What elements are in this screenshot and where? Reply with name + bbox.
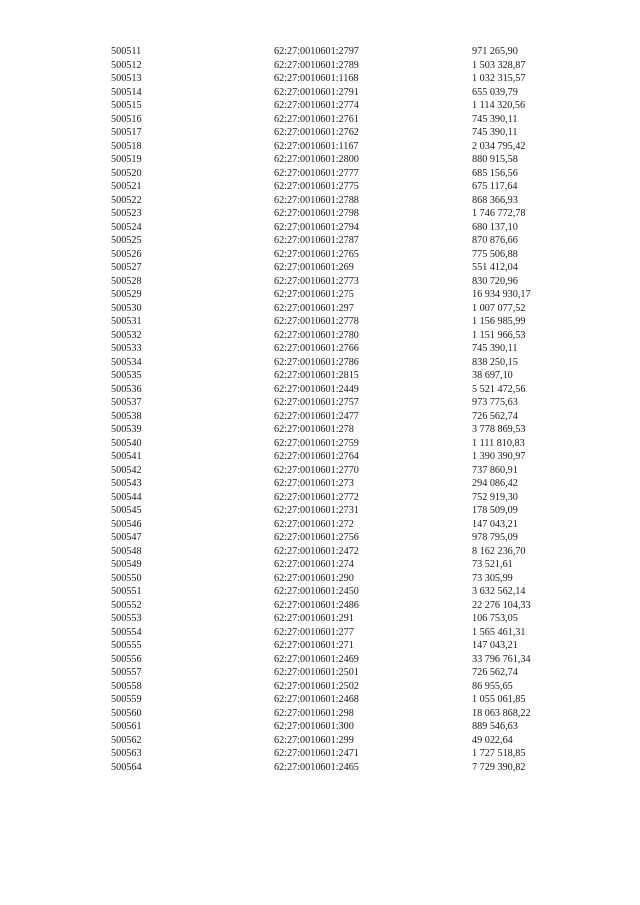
- row-number: 500534: [111, 356, 142, 368]
- cadastral-value: 868 366,93: [472, 194, 518, 206]
- row-number: 500516: [111, 113, 142, 125]
- row-number: 500536: [111, 383, 142, 395]
- cadastral-number: 62:27:0010601:2501: [274, 667, 359, 678]
- cadastral-number: 62:27:0010601:2778: [274, 316, 359, 327]
- row-number: 500511: [111, 46, 142, 57]
- cadastral-number: 62:27:0010601:2786: [274, 356, 359, 368]
- table-row: [0, 261, 640, 275]
- table-row: [0, 477, 640, 491]
- table-row: [0, 140, 640, 154]
- row-number: 500528: [111, 275, 142, 287]
- cadastral-value: 1 503 328,87: [472, 59, 526, 71]
- table-row: [0, 653, 640, 667]
- cadastral-number: 62:27:0010601:273: [274, 478, 354, 489]
- cadastral-number: 62:27:0010601:2764: [274, 451, 359, 462]
- cadastral-value: 1 390 390,97: [472, 451, 526, 462]
- table-row: [0, 315, 640, 329]
- row-number: 500531: [111, 316, 142, 327]
- table-row: [0, 612, 640, 626]
- table-row: [0, 396, 640, 410]
- row-number: 500537: [111, 397, 142, 408]
- cadastral-value: 147 043,21: [472, 640, 518, 651]
- cadastral-value: 178 509,09: [472, 505, 518, 516]
- row-number: 500517: [111, 127, 142, 138]
- table-row: [0, 680, 640, 694]
- table-row: [0, 491, 640, 505]
- row-number: 500525: [111, 235, 142, 246]
- cadastral-value: 3 778 869,53: [472, 424, 526, 435]
- cadastral-value: 1 151 966,53: [472, 329, 526, 341]
- table-row: [0, 599, 640, 613]
- row-number: 500535: [111, 370, 142, 381]
- cadastral-number: 62:27:0010601:2794: [274, 221, 359, 233]
- table-row: [0, 437, 640, 451]
- row-number: 500523: [111, 208, 142, 219]
- cadastral-number: 62:27:0010601:299: [274, 734, 354, 746]
- cadastral-value: 16 934 930,17: [472, 289, 531, 300]
- table-row: [0, 126, 640, 140]
- table-row: [0, 99, 640, 113]
- cadastral-value: 1 565 461,31: [472, 626, 526, 638]
- cadastral-number: 62:27:0010601:2772: [274, 491, 359, 503]
- cadastral-number: 62:27:0010601:2770: [274, 464, 359, 476]
- cadastral-number: 62:27:0010601:291: [274, 613, 354, 624]
- table-row: [0, 194, 640, 208]
- cadastral-value: 1 111 810,83: [472, 437, 525, 449]
- cadastral-value: 33 796 761,34: [472, 653, 531, 665]
- row-number: 500547: [111, 532, 142, 543]
- cadastral-number: 62:27:0010601:278: [274, 424, 354, 435]
- cadastral-value: 870 876,66: [472, 235, 518, 246]
- cadastral-value: 1 114 320,56: [472, 100, 526, 111]
- cadastral-number: 62:27:0010601:2780: [274, 329, 359, 341]
- cadastral-number: 62:27:0010601:298: [274, 707, 354, 719]
- row-number: 500539: [111, 424, 142, 435]
- cadastral-number: 62:27:0010601:271: [274, 640, 354, 651]
- cadastral-number: 62:27:0010601:2773: [274, 275, 359, 287]
- cadastral-value: 1 156 985,99: [472, 316, 526, 327]
- cadastral-value: 889 546,63: [472, 721, 518, 732]
- cadastral-value: 737 860,91: [472, 464, 518, 476]
- cadastral-number: 62:27:0010601:2450: [274, 586, 359, 597]
- table-row: [0, 248, 640, 262]
- cadastral-value: 2 034 795,42: [472, 140, 526, 152]
- cadastral-number: 62:27:0010601:2789: [274, 59, 359, 71]
- table-row: [0, 734, 640, 748]
- table-row: [0, 86, 640, 100]
- row-number: 500546: [111, 518, 142, 530]
- row-number: 500529: [111, 289, 142, 300]
- cadastral-number: 62:27:0010601:274: [274, 559, 354, 570]
- row-number: 500557: [111, 667, 142, 678]
- table-row: [0, 221, 640, 235]
- cadastral-number: 62:27:0010601:2788: [274, 194, 359, 206]
- row-number: 500556: [111, 653, 142, 665]
- cadastral-value: 1 055 061,85: [472, 694, 526, 705]
- table-row: [0, 761, 640, 775]
- row-number: 500553: [111, 613, 142, 624]
- row-number: 500532: [111, 329, 142, 341]
- cadastral-number: 62:27:0010601:2502: [274, 680, 359, 692]
- table-row: [0, 356, 640, 370]
- row-number: 500513: [111, 73, 142, 84]
- row-number: 500561: [111, 721, 142, 732]
- cadastral-value: 86 955,65: [472, 680, 513, 692]
- row-number: 500540: [111, 437, 142, 449]
- table-row: [0, 585, 640, 599]
- row-number: 500520: [111, 167, 142, 179]
- table-row: [0, 410, 640, 424]
- cadastral-value: 294 086,42: [472, 478, 518, 489]
- cadastral-value: 73 521,61: [472, 559, 513, 570]
- row-number: 500519: [111, 154, 142, 165]
- cadastral-number: 62:27:0010601:2787: [274, 235, 359, 246]
- cadastral-number: 62:27:0010601:290: [274, 572, 354, 584]
- row-number: 500514: [111, 86, 142, 98]
- cadastral-value: 745 390,11: [472, 343, 518, 354]
- row-number: 500555: [111, 640, 142, 651]
- cadastral-number: 62:27:0010601:2777: [274, 167, 359, 179]
- table-row: [0, 59, 640, 73]
- row-number: 500545: [111, 505, 142, 516]
- row-number: 500522: [111, 194, 142, 206]
- cadastral-number: 62:27:0010601:2774: [274, 100, 359, 111]
- table-row: [0, 288, 640, 302]
- cadastral-value: 971 265,90: [472, 46, 518, 57]
- row-number: 500552: [111, 599, 142, 611]
- cadastral-value: 106 753,05: [472, 613, 518, 624]
- row-number: 500563: [111, 748, 142, 759]
- cadastral-number: 62:27:0010601:2756: [274, 532, 359, 543]
- cadastral-number: 62:27:0010601:1168: [274, 73, 359, 84]
- cadastral-number: 62:27:0010601:2765: [274, 248, 359, 260]
- table-row: [0, 747, 640, 761]
- cadastral-number: 62:27:0010601:2800: [274, 154, 359, 165]
- row-number: 500548: [111, 545, 142, 557]
- table-row: [0, 45, 640, 59]
- cadastral-value: 5 521 472,56: [472, 383, 526, 395]
- row-number: 500550: [111, 572, 142, 584]
- table-row: [0, 329, 640, 343]
- cadastral-number: 62:27:0010601:2757: [274, 397, 359, 408]
- cadastral-number: 62:27:0010601:2815: [274, 370, 359, 381]
- row-number: 500560: [111, 707, 142, 719]
- cadastral-value: 880 915,58: [472, 154, 518, 165]
- row-number: 500549: [111, 559, 142, 570]
- table-row: [0, 558, 640, 572]
- cadastral-value: 49 022,64: [472, 734, 513, 746]
- cadastral-number: 62:27:0010601:2762: [274, 127, 359, 138]
- row-number: 500558: [111, 680, 142, 692]
- table-row: [0, 720, 640, 734]
- cadastral-value: 7 729 390,82: [472, 761, 526, 773]
- table-row: [0, 504, 640, 518]
- cadastral-number: 62:27:0010601:277: [274, 626, 354, 638]
- cadastral-number: 62:27:0010601:275: [274, 289, 354, 300]
- cadastral-value: 147 043,21: [472, 518, 518, 530]
- table-row: [0, 369, 640, 383]
- row-number: 500543: [111, 478, 142, 489]
- cadastral-number: 62:27:0010601:2761: [274, 113, 359, 125]
- cadastral-value: 18 063 868,22: [472, 707, 531, 719]
- row-number: 500559: [111, 694, 142, 705]
- table-row: [0, 464, 640, 478]
- table-row: [0, 275, 640, 289]
- row-number: 500542: [111, 464, 142, 476]
- table-row: [0, 180, 640, 194]
- row-number: 500562: [111, 734, 142, 746]
- cadastral-value: 1 032 315,57: [472, 73, 526, 84]
- table-row: [0, 423, 640, 437]
- cadastral-number: 62:27:0010601:269: [274, 262, 354, 273]
- cadastral-value: 838 250,15: [472, 356, 518, 368]
- cadastral-number: 62:27:0010601:2759: [274, 437, 359, 449]
- row-number: 500533: [111, 343, 142, 354]
- cadastral-value: 775 506,88: [472, 248, 518, 260]
- cadastral-number: 62:27:0010601:2469: [274, 653, 359, 665]
- cadastral-number: 62:27:0010601:2797: [274, 46, 359, 57]
- cadastral-number: 62:27:0010601:300: [274, 721, 354, 732]
- row-number: 500538: [111, 410, 142, 422]
- table-row: [0, 707, 640, 721]
- table-row: [0, 693, 640, 707]
- row-number: 500530: [111, 302, 142, 314]
- row-number: 500515: [111, 100, 142, 111]
- cadastral-number: 62:27:0010601:2472: [274, 545, 359, 557]
- row-number: 500518: [111, 140, 142, 152]
- table-row: [0, 666, 640, 680]
- cadastral-value: 726 562,74: [472, 410, 518, 422]
- table-row: [0, 234, 640, 248]
- cadastral-value: 745 390,11: [472, 127, 518, 138]
- cadastral-value: 685 156,56: [472, 167, 518, 179]
- cadastral-number: 62:27:0010601:2731: [274, 505, 359, 516]
- cadastral-value: 978 795,09: [472, 532, 518, 543]
- row-number: 500541: [111, 451, 142, 462]
- table-row: [0, 626, 640, 640]
- cadastral-value: 551 412,04: [472, 262, 518, 273]
- cadastral-value: 655 039,79: [472, 86, 518, 98]
- cadastral-value: 726 562,74: [472, 667, 518, 678]
- cadastral-value: 830 720,96: [472, 275, 518, 287]
- table-row: [0, 342, 640, 356]
- cadastral-value: 752 919,30: [472, 491, 518, 503]
- row-number: 500512: [111, 59, 142, 71]
- row-number: 500526: [111, 248, 142, 260]
- cadastral-number: 62:27:0010601:2791: [274, 86, 359, 98]
- cadastral-number: 62:27:0010601:297: [274, 302, 354, 314]
- row-number: 500554: [111, 626, 142, 638]
- cadastral-value: 680 137,10: [472, 221, 518, 233]
- cadastral-value: 73 305,99: [472, 572, 513, 584]
- cadastral-number: 62:27:0010601:2798: [274, 208, 359, 219]
- cadastral-number: 62:27:0010601:272: [274, 518, 354, 530]
- cadastral-number: 62:27:0010601:2486: [274, 599, 359, 611]
- cadastral-value: 1 746 772,78: [472, 208, 526, 219]
- row-number: 500544: [111, 491, 142, 503]
- cadastral-number: 62:27:0010601:2766: [274, 343, 359, 354]
- table-row: [0, 545, 640, 559]
- cadastral-number: 62:27:0010601:2775: [274, 181, 359, 192]
- table-row: [0, 153, 640, 167]
- cadastral-value: 1 727 518,85: [472, 748, 526, 759]
- cadastral-number: 62:27:0010601:2449: [274, 383, 359, 395]
- cadastral-value: 22 276 104,33: [472, 599, 531, 611]
- cadastral-value: 3 632 562,14: [472, 586, 526, 597]
- cadastral-value: 973 775,63: [472, 397, 518, 408]
- cadastral-value: 745 390,11: [472, 113, 518, 125]
- cadastral-value: 8 162 236,70: [472, 545, 526, 557]
- table-row: [0, 113, 640, 127]
- table-row: [0, 302, 640, 316]
- row-number: 500521: [111, 181, 142, 192]
- cadastral-value: 38 697,10: [472, 370, 513, 381]
- cadastral-value: 1 007 077,52: [472, 302, 526, 314]
- table-row: [0, 518, 640, 532]
- cadastral-number: 62:27:0010601:2471: [274, 748, 359, 759]
- cadastral-number: 62:27:0010601:2477: [274, 410, 359, 422]
- table-row: [0, 639, 640, 653]
- row-number: 500564: [111, 761, 142, 773]
- cadastral-number: 62:27:0010601:2468: [274, 694, 359, 705]
- row-number: 500551: [111, 586, 142, 597]
- cadastral-value-table: [0, 45, 640, 774]
- row-number: 500527: [111, 262, 142, 273]
- table-row: [0, 531, 640, 545]
- table-row: [0, 72, 640, 86]
- cadastral-value: 675 117,64: [472, 181, 518, 192]
- cadastral-number: 62:27:0010601:1167: [274, 140, 359, 152]
- row-number: 500524: [111, 221, 142, 233]
- cadastral-number: 62:27:0010601:2465: [274, 761, 359, 773]
- table-row: [0, 207, 640, 221]
- table-row: [0, 572, 640, 586]
- table-row: [0, 167, 640, 181]
- table-row: [0, 450, 640, 464]
- table-row: [0, 383, 640, 397]
